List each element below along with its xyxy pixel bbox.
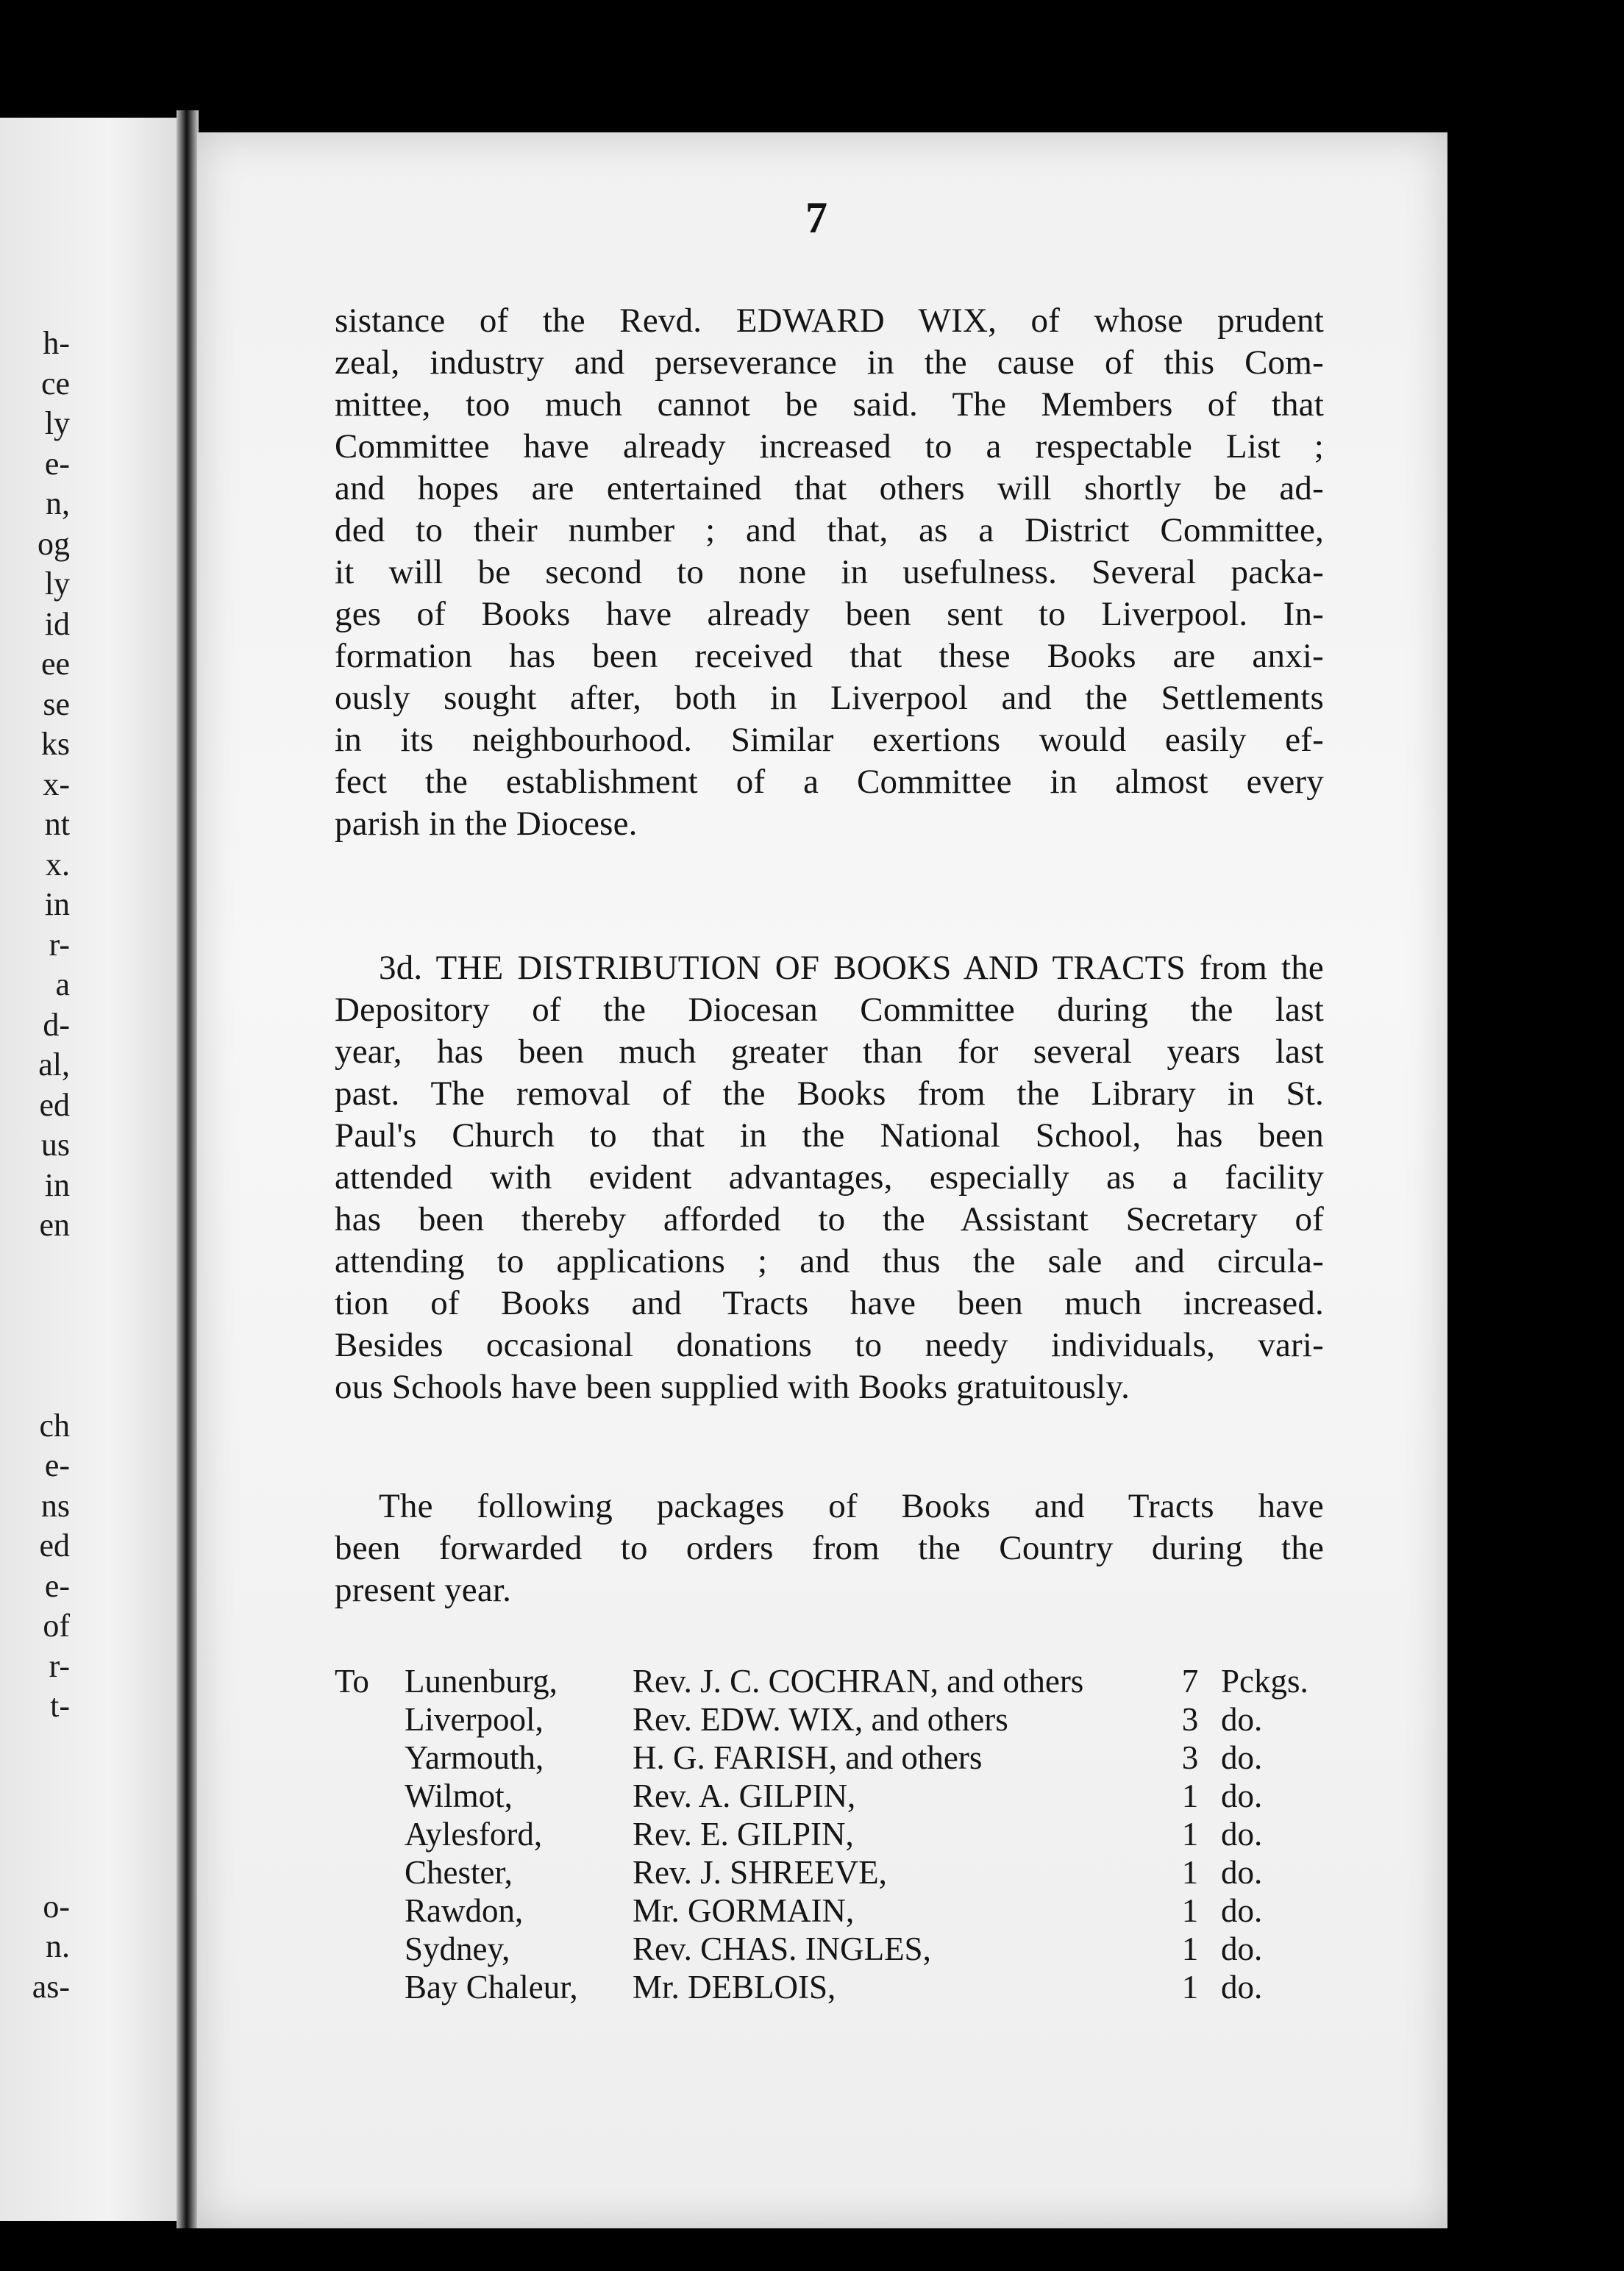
text-line: Committee have already increased to a respectable List ; xyxy=(335,427,1324,466)
left-fragment: e- xyxy=(44,1447,70,1483)
package-count: 1 xyxy=(1181,1816,1199,1853)
left-fragment: d- xyxy=(43,1006,70,1043)
recipient: Mr. GORMAIN, xyxy=(633,1892,855,1929)
left-fragment: al, xyxy=(38,1047,70,1083)
table-row xyxy=(335,1700,1335,1739)
recipient: Rev. EDW. WIX, and others xyxy=(633,1701,1008,1738)
text-line: 3d. THE DISTRIBUTION OF BOOKS AND TRACTS from the xyxy=(379,949,1324,987)
left-fragment: t- xyxy=(50,1688,70,1724)
package-count: 1 xyxy=(1181,1778,1199,1814)
left-fragment: r- xyxy=(49,926,70,963)
left-fragment: e- xyxy=(44,1567,70,1604)
package-unit: do. xyxy=(1221,1739,1263,1776)
left-fragment xyxy=(0,1326,70,1366)
left-fragment: ns xyxy=(40,1487,70,1524)
package-unit: do. xyxy=(1221,1930,1263,1967)
text-line: Depository of the Diocesan Committee during the last xyxy=(335,991,1324,1029)
package-unit: do. xyxy=(1221,1892,1263,1929)
recipient: Rev. J. SHREEVE, xyxy=(633,1854,887,1891)
destination-place: Rawdon, xyxy=(405,1892,524,1929)
text-line: Besides occasional donations to needy individuals, vari- xyxy=(335,1326,1324,1364)
left-fragment: ly xyxy=(44,405,70,441)
text-line: The following packages of Books and Tracts have xyxy=(379,1487,1324,1525)
package-count: 1 xyxy=(1181,1969,1199,2006)
left-fragment: us xyxy=(40,1127,70,1163)
text-line: present year. xyxy=(335,1571,512,1609)
left-fragment: se xyxy=(43,685,70,722)
left-page-fragments xyxy=(0,324,70,2007)
text-line: ously sought after, both in Liverpool and the Settlements xyxy=(335,679,1324,717)
left-fragment: id xyxy=(44,605,70,642)
text-line: year, has been much greater than for several years last xyxy=(335,1033,1324,1071)
package-unit: do. xyxy=(1221,1816,1263,1853)
left-fragment: ks xyxy=(40,726,70,762)
destination-place: Liverpool, xyxy=(405,1701,544,1738)
left-fragment: ed xyxy=(39,1527,70,1564)
destination-place: Chester, xyxy=(405,1854,513,1891)
text-line: zeal, industry and perseverance in the cause of this Com- xyxy=(335,343,1324,382)
left-fragment: n, xyxy=(46,485,70,521)
left-fragment: ly xyxy=(44,566,70,602)
package-count: 1 xyxy=(1181,1854,1199,1891)
text-line: attending to applications ; and thus the sale and circula- xyxy=(335,1242,1324,1280)
text-line: past. The removal of the Books from the Library in St. xyxy=(335,1074,1324,1113)
left-fragment: in xyxy=(44,886,70,922)
paragraph-packages-intro xyxy=(335,1486,1324,1611)
book-binding xyxy=(177,110,199,2228)
table-row xyxy=(335,1892,1335,1930)
recipient: Rev. E. GILPIN, xyxy=(633,1816,854,1853)
left-fragment xyxy=(0,1366,70,1406)
package-unit: do. xyxy=(1221,1854,1263,1891)
table-row xyxy=(335,1662,1335,1700)
left-fragment xyxy=(0,1246,70,1286)
left-fragment: nt xyxy=(44,806,70,842)
package-unit: do. xyxy=(1221,1969,1263,2006)
left-fragment: x. xyxy=(46,846,70,883)
left-fragment: in xyxy=(44,1166,70,1203)
text-line: ges of Books have already been sent to Liverpool. In- xyxy=(335,595,1324,633)
left-fragment: x- xyxy=(43,766,70,802)
text-line: been forwarded to orders from the Country during the xyxy=(335,1529,1324,1567)
package-count: 7 xyxy=(1181,1663,1199,1700)
table-row xyxy=(335,1853,1335,1892)
table-row xyxy=(335,1777,1335,1815)
recipient: Rev. A. GILPIN, xyxy=(633,1778,856,1814)
recipient: Rev. J. C. COCHRAN, and others xyxy=(633,1663,1084,1700)
text-line: tion of Books and Tracts have been much increased. xyxy=(335,1284,1324,1322)
text-line: mittee, too much cannot be said. The Members of that xyxy=(335,385,1324,424)
page-number: 7 xyxy=(805,193,827,242)
paragraph-distribution xyxy=(335,947,1324,1408)
left-fragment: h- xyxy=(43,325,70,361)
left-fragment xyxy=(0,1727,70,1767)
left-fragment: og xyxy=(38,525,70,562)
paragraph-wix-committee xyxy=(335,300,1324,845)
packages-table xyxy=(335,1662,1335,2006)
text-line: attended with evident advantages, especially as a facility xyxy=(335,1158,1324,1197)
left-fragment: ce xyxy=(40,365,70,402)
package-count: 1 xyxy=(1181,1892,1199,1929)
left-fragment xyxy=(0,1766,70,1807)
destination-place: Yarmouth, xyxy=(405,1739,544,1776)
left-fragment: o- xyxy=(43,1888,70,1925)
package-count: 1 xyxy=(1181,1930,1199,1967)
destination-place: Sydney, xyxy=(405,1930,510,1967)
destination-place: Lunenburg, xyxy=(405,1663,558,1700)
text-line: it will be second to none in usefulness. Several packa- xyxy=(335,553,1324,591)
text-line: has been thereby afforded to the Assistant Secretary of xyxy=(335,1200,1324,1238)
text-line: formation has been received that these Books are anxi- xyxy=(335,637,1324,675)
text-line: ous Schools have been supplied with Books gratuitously. xyxy=(335,1368,1130,1406)
left-fragment: of xyxy=(43,1608,70,1644)
left-fragment: r- xyxy=(49,1647,70,1684)
package-count: 3 xyxy=(1181,1739,1199,1776)
text-line: ded to their number ; and that, as a District Committee, xyxy=(335,511,1324,549)
left-fragment: ee xyxy=(40,646,70,682)
destination-place: Wilmot, xyxy=(405,1778,513,1814)
text-line: Paul's Church to that in the National School, has been xyxy=(335,1116,1324,1155)
text-line: and hopes are entertained that others will shortly be ad- xyxy=(335,469,1324,507)
recipient: Rev. CHAS. INGLES, xyxy=(633,1930,931,1967)
table-row xyxy=(335,1739,1335,1777)
destination-prefix: To xyxy=(335,1663,369,1700)
text-line: in its neighbourhood. Similar exertions would easily ef- xyxy=(335,721,1324,759)
package-unit: do. xyxy=(1221,1701,1263,1738)
table-row xyxy=(335,1930,1335,1968)
destination-place: Aylesford, xyxy=(405,1816,543,1853)
package-count: 3 xyxy=(1181,1701,1199,1738)
left-fragment xyxy=(0,1847,70,1887)
package-unit: do. xyxy=(1221,1778,1263,1814)
table-row xyxy=(335,1968,1335,2006)
left-fragment: en xyxy=(39,1207,70,1243)
recipient: Mr. DEBLOIS, xyxy=(633,1969,836,2006)
destination-place: Bay Chaleur, xyxy=(405,1969,578,2006)
left-fragment xyxy=(0,1286,70,1326)
text-line: parish in the Diocese. xyxy=(335,805,638,843)
left-fragment xyxy=(0,1807,70,1847)
table-row xyxy=(335,1815,1335,1853)
left-fragment: as- xyxy=(32,1968,70,2005)
left-fragment: ed xyxy=(39,1086,70,1123)
left-fragment: a xyxy=(55,966,70,1002)
recipient: H. G. FARISH, and others xyxy=(633,1739,983,1776)
package-unit: Pckgs. xyxy=(1221,1663,1308,1700)
left-fragment: ch xyxy=(39,1407,70,1444)
text-line: sistance of the Revd. EDWARD WIX, of whose prudent xyxy=(335,302,1324,340)
text-line: fect the establishment of a Committee in almost every xyxy=(335,763,1324,801)
left-fragment: e- xyxy=(44,445,70,482)
left-fragment: n. xyxy=(46,1928,70,1964)
